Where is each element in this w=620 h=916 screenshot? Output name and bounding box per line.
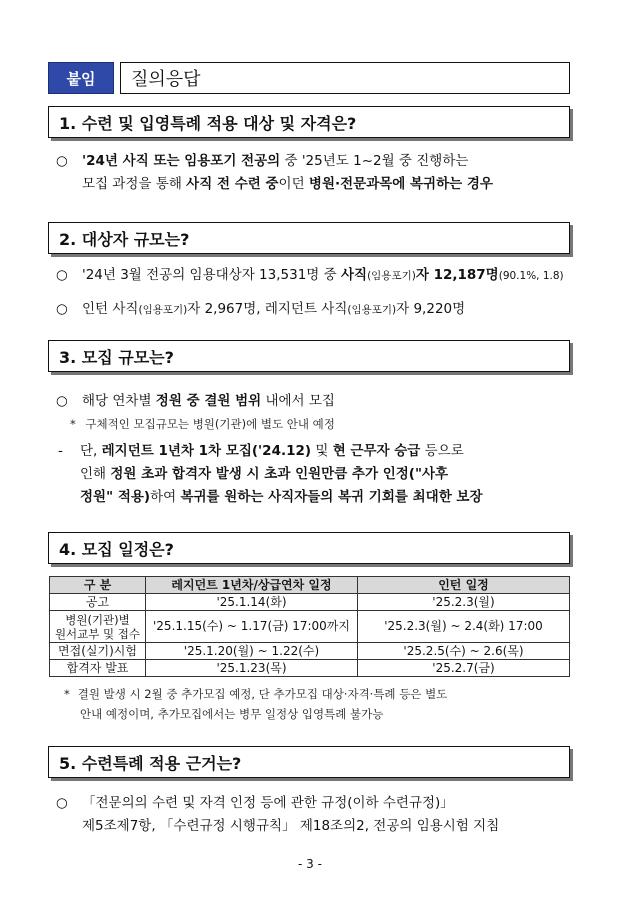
- section-1-line-2: [82, 173, 570, 196]
- text-run: 자 2,967명, 레지던트 사직: [187, 301, 348, 317]
- text-run: 이던: [278, 176, 309, 192]
- section-3-dash-line-3: [80, 486, 570, 509]
- section-3-note-text: 구체적인 모집규모는 병원(기관)에 별도 안내 예정: [85, 417, 335, 431]
- section-3-bullet: [56, 390, 570, 413]
- section-2-line-2: [82, 298, 570, 322]
- text-run: 중 '25년도 1~2월 중 진행하는: [280, 153, 469, 169]
- note-mark: *: [70, 417, 76, 431]
- text-run: '24년 3월 전공의 임용대상자 13,531명 중: [82, 267, 341, 283]
- text-run: 모집 과정을 통해: [82, 176, 187, 192]
- section-4-note: [64, 684, 570, 724]
- table-cell: '25.2.5(수) ~ 2.6(목): [358, 643, 570, 660]
- text-run: 정원" 적용): [80, 489, 151, 505]
- bullet-mark: ○: [56, 267, 68, 283]
- table-row: [50, 594, 570, 611]
- section-5-line-2: 제5조제7항, 「수련규정 시행규칙」 제18조의2, 전공의 임용시험 지침: [82, 818, 500, 834]
- page-title: 질의응답: [120, 62, 570, 94]
- text-run: 정원 초과 합격자 발생 시 초과 인원만큼 추가 인정("사후: [110, 466, 449, 482]
- section-3-line-1: [82, 390, 570, 413]
- text-run: 단,: [80, 443, 102, 459]
- note-mark: *: [64, 687, 70, 701]
- section-3-heading: 3. 모집 규모는?: [48, 340, 570, 372]
- table-cell: 합격자 발표: [50, 660, 146, 677]
- text-run: 정원 중 결원 범위: [155, 393, 262, 409]
- section-1-heading: 1. 수련 및 입영특례 적용 대상 및 자격은?: [48, 106, 570, 138]
- table-row: [50, 643, 570, 660]
- section-3-dash-item: [58, 440, 570, 510]
- section-2-bullet-2: [56, 298, 570, 321]
- table-cell: 공고: [50, 594, 146, 611]
- text-run: 병원·전문과목에 복귀하는 경우: [308, 176, 493, 192]
- section-5-line-1: 「전문의의 수련 및 자격 인정 등에 관한 규정(이하 수련규정)」: [82, 795, 454, 811]
- text-run: 하여: [150, 489, 181, 505]
- section-2-bullet-1: [56, 264, 570, 287]
- text-run: 인턴 사직: [82, 301, 139, 317]
- section-3-dash-line-2: [80, 463, 570, 486]
- table-cell: '25.2.3(월): [358, 594, 570, 611]
- text-run: '24년 사직 또는 임용포기 전공의: [82, 153, 281, 169]
- section-4-heading: 4. 모집 일정은?: [48, 532, 570, 564]
- text-run: 내에서 모집: [261, 393, 335, 409]
- bullet-mark: ○: [56, 153, 68, 169]
- text-run: 레지던트 1년차 1차 모집('24.12): [101, 443, 312, 459]
- title-row: [48, 62, 570, 94]
- table-cell: '25.1.23(목): [146, 660, 358, 677]
- table-cell: 면접(실기)시험: [50, 643, 146, 660]
- section-2-line-1: [82, 264, 570, 288]
- section-3-dash-line-1: [80, 440, 570, 463]
- table-header-cell: 레지던트 1년차/상급연차 일정: [146, 577, 358, 594]
- table-cell: '25.2.3(월) ~ 2.4(화) 17:00: [358, 611, 570, 643]
- text-run: (임용포기): [347, 304, 397, 316]
- table-header-cell: 인턴 일정: [358, 577, 570, 594]
- table-header-row: [50, 577, 570, 594]
- bullet-mark: ○: [56, 393, 68, 409]
- text-run: 및: [311, 443, 333, 459]
- section-2-heading: 2. 대상자 규모는?: [48, 222, 570, 254]
- table-cell: '25.1.15(수) ~ 1.17(금) 17:00까지: [146, 611, 358, 643]
- text-run: (임용포기): [138, 304, 188, 316]
- text-run: (90.1%, 1.8): [498, 270, 564, 282]
- section-4-note-line-2: 안내 예정이며, 추가모집에서는 병무 일정상 입영특례 불가능: [80, 707, 384, 721]
- page-number: - 3 -: [298, 857, 322, 871]
- table-cell: '25.1.14(화): [146, 594, 358, 611]
- bullet-mark: ○: [56, 301, 68, 317]
- text-run: 사직 전 수련 중: [186, 176, 279, 192]
- text-run: 자 9,220명: [396, 301, 466, 317]
- table-cell: '25.1.20(월) ~ 1.22(수): [146, 643, 358, 660]
- section-3-note: [70, 414, 570, 434]
- text-run: 사직: [340, 267, 368, 283]
- section-5-heading: 5. 수련특례 적용 근거는?: [48, 746, 570, 778]
- text-run: 자 12,187명: [415, 267, 499, 283]
- text-run: (임용포기): [367, 270, 416, 282]
- table-row: [50, 660, 570, 677]
- text-run: 해당 연차별: [82, 393, 156, 409]
- section-1-bullet: [56, 150, 570, 196]
- bullet-mark: ○: [56, 795, 68, 811]
- schedule-table: [49, 576, 570, 677]
- text-run: 복귀를 원하는 사직자들의 복귀 기회를 최대한 보장: [180, 489, 483, 505]
- table-row: [50, 611, 570, 643]
- dash-mark: -: [58, 443, 63, 459]
- section-5-bullet: [56, 792, 570, 838]
- section-4-note-line-1: 결원 발생 시 2월 중 추가모집 예정, 단 추가모집 대상·자격·특례 등은 별도: [77, 687, 448, 701]
- attachment-badge: 붙임: [48, 62, 114, 94]
- section-1-line-1: [82, 150, 570, 173]
- text-run: 등으로: [420, 443, 464, 459]
- table-cell: '25.2.7(금): [358, 660, 570, 677]
- table-header-cell: 구 분: [50, 577, 146, 594]
- text-run: 현 근무자 승급: [332, 443, 421, 459]
- text-run: 인해: [80, 466, 111, 482]
- table-cell: 병원(기관)별 원서교부 및 접수: [50, 611, 146, 643]
